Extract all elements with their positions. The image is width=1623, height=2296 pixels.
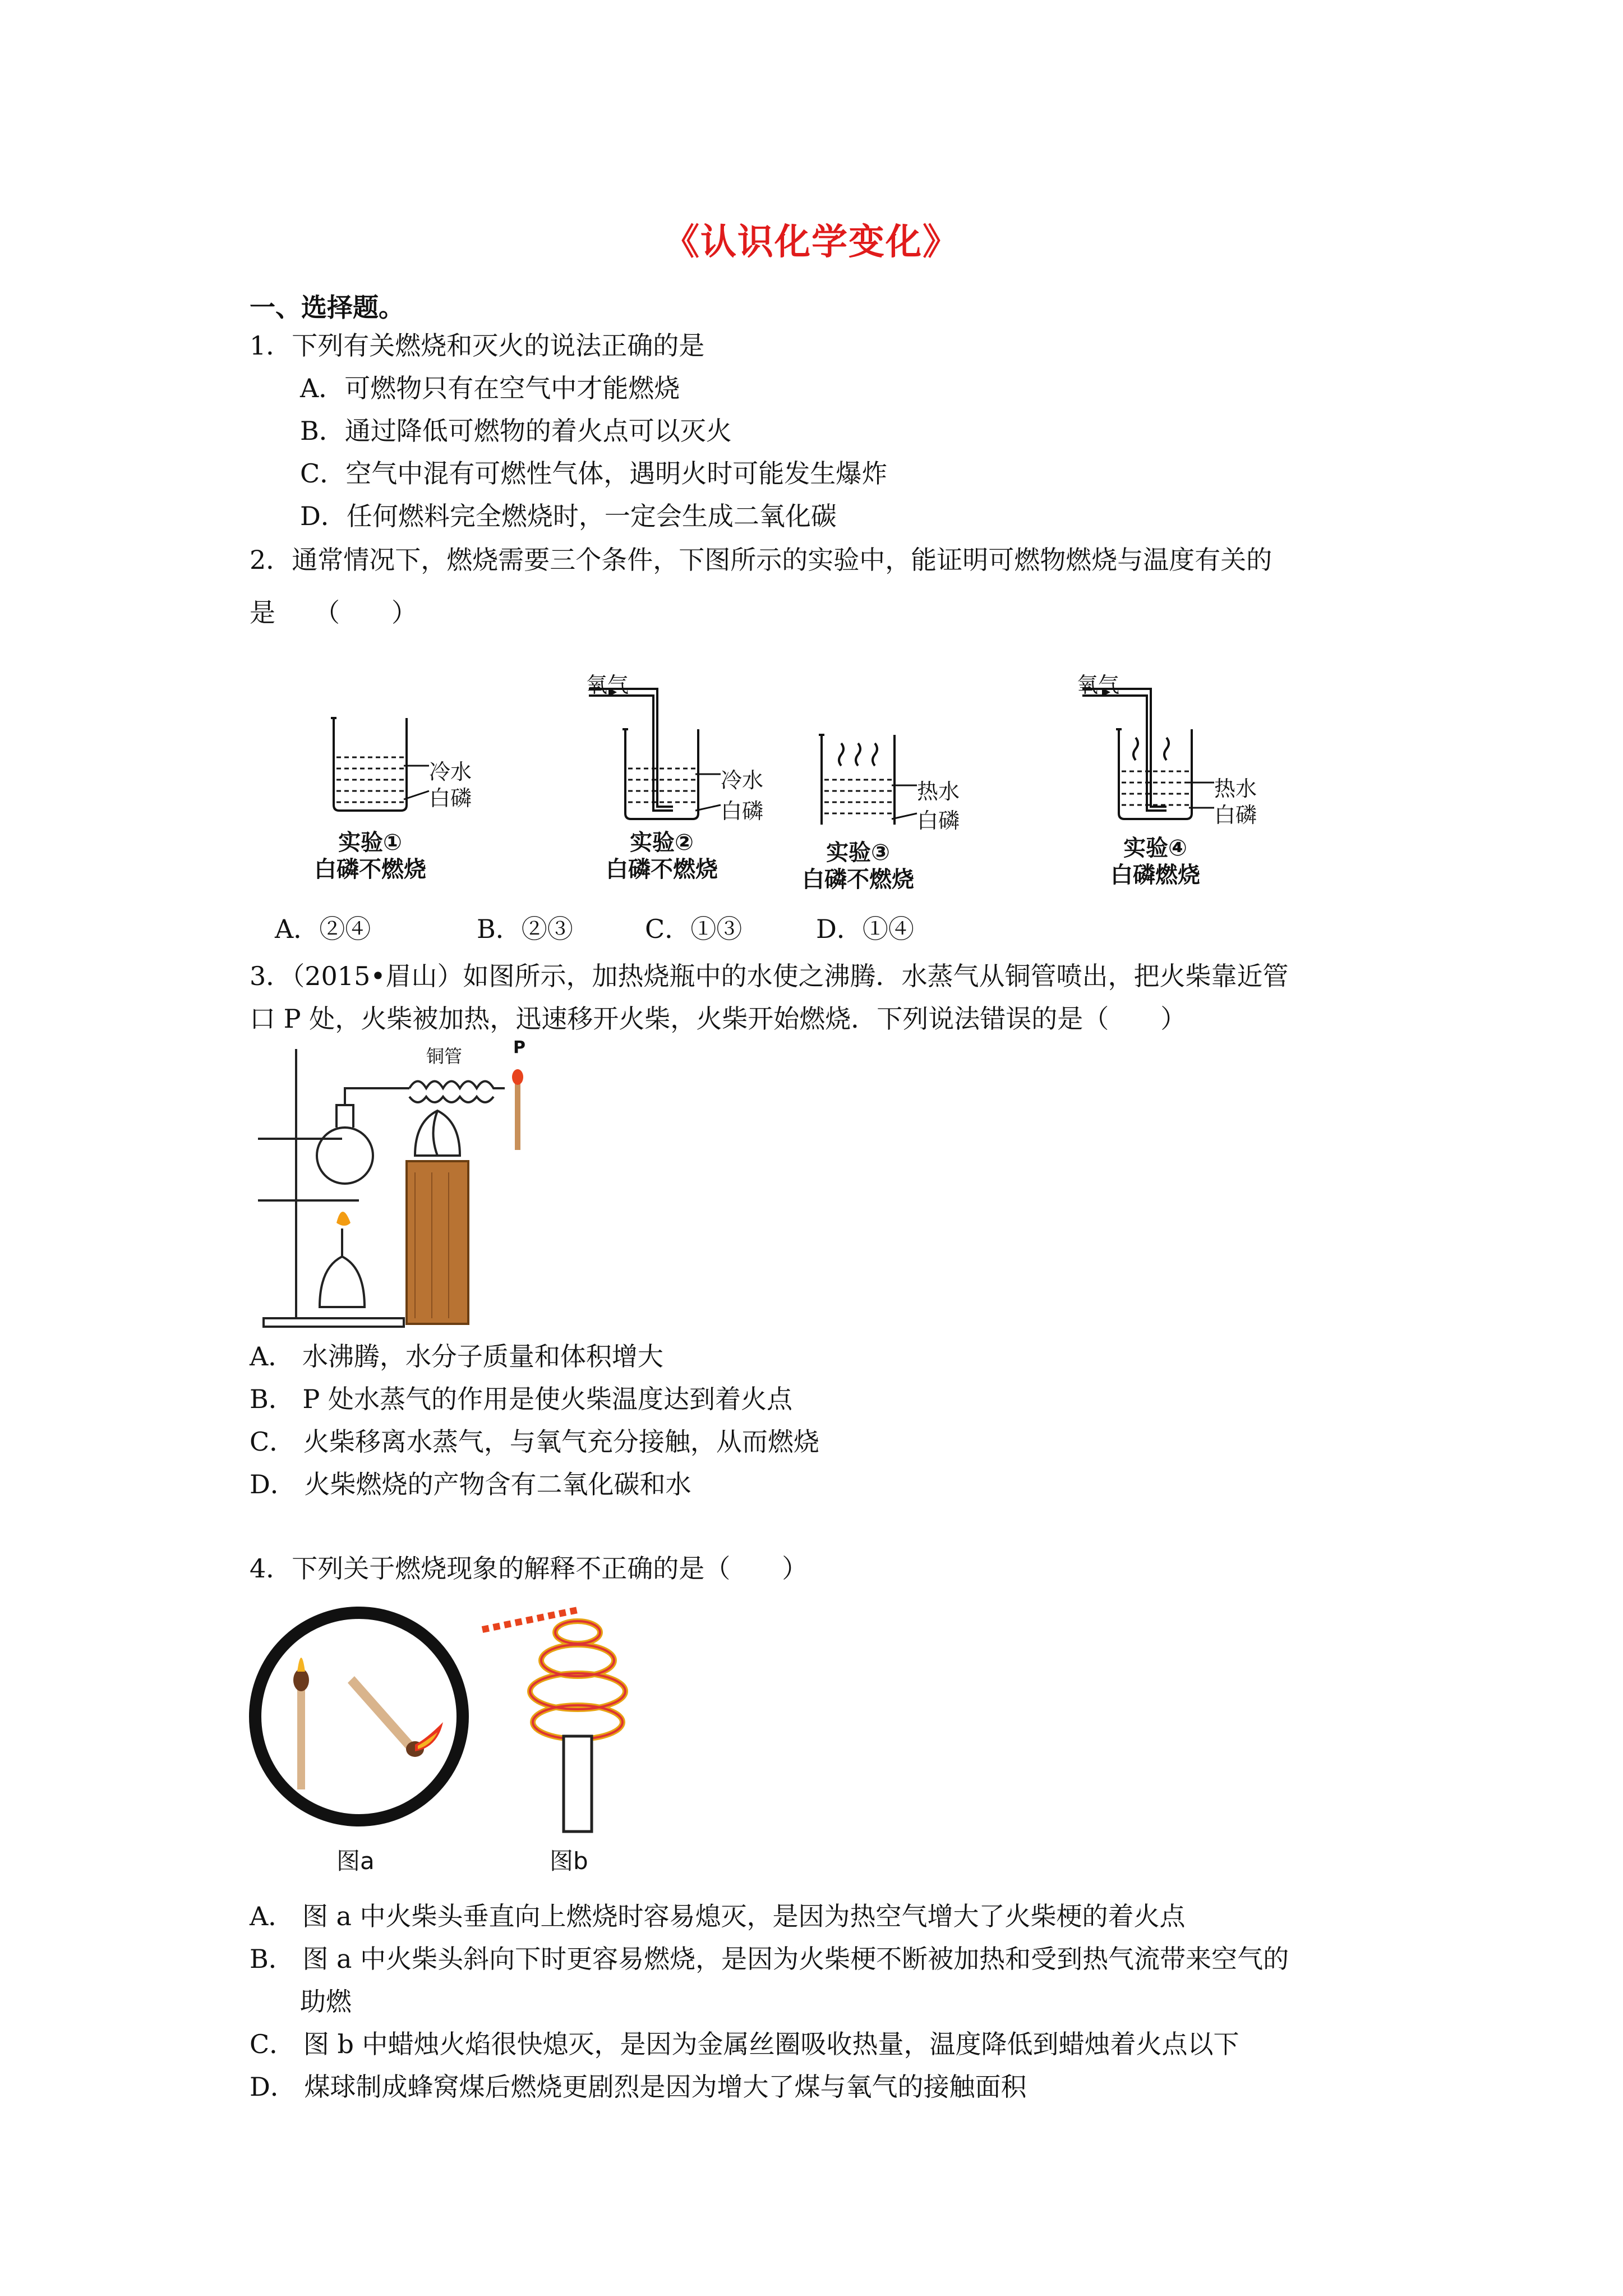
q2-stem-line1: 2．通常情况下，燃烧需要三个条件，下图所示的实验中，能证明可燃物燃烧与温度有关的 xyxy=(250,545,1272,575)
p-label: P xyxy=(513,1038,525,1057)
hot-water-label-3: 热水 xyxy=(917,779,960,804)
q3-apparatus-figure xyxy=(247,1038,538,1335)
white-p-label-2: 白磷 xyxy=(721,799,764,823)
experiment-1-name: 实验① xyxy=(338,830,402,855)
lamp-flame xyxy=(336,1212,351,1226)
q4-option-d: D． 煤球制成蜂窝煤后燃烧更剧烈是因为增大了煤与氧气的接触面积 xyxy=(250,2072,1027,2102)
experiment-4-name: 实验④ xyxy=(1123,835,1187,861)
match-stick xyxy=(515,1077,520,1150)
q3-option-b: B． P 处水蒸气的作用是使火柴温度达到着火点 xyxy=(250,1384,792,1414)
q1-option-a: A．可燃物只有在空气中才能燃烧 xyxy=(300,373,680,403)
figure-b-label: 图b xyxy=(550,1847,588,1875)
page-title: 《认识化学变化》 xyxy=(663,221,960,263)
cold-water-label-2: 冷水 xyxy=(721,768,764,793)
q3-option-a: A． 水沸腾，水分子质量和体积增大 xyxy=(250,1341,663,1372)
q2-experiment-figure xyxy=(303,656,1267,892)
oxygen-label-2: 氧气 xyxy=(586,673,629,697)
tilted-match xyxy=(348,1676,415,1751)
experiment-3-result: 白磷不燃烧 xyxy=(802,867,914,892)
q3-stem-line2: 口 P 处，火柴被加热，迅速移开火柴，火柴开始燃烧．下列说法错误的是（ ） xyxy=(250,1004,1187,1034)
q4-option-a: A． 图 a 中火柴头垂直向上燃烧时容易熄灭，是因为热空气增大了火柴梗的着火点 xyxy=(250,1901,1186,1931)
candle-coil-illustration xyxy=(471,1599,684,1840)
q4-option-c: C． 图 b 中蜡烛火焰很快熄灭，是因为金属丝圈吸收热量，温度降低到蜡烛着火点以下 xyxy=(250,2029,1239,2059)
q3-stem-line1: 3．（2015•眉山）如图所示，加热烧瓶中的水使之沸腾．水蒸气从铜管喷出，把火柴靠近管 xyxy=(250,961,1289,991)
q4-figure-a xyxy=(247,1604,471,1896)
q2-option-c: C．①③ xyxy=(645,914,743,944)
experiment-2-name: 实验② xyxy=(630,830,694,855)
experiment-2-result: 白磷不燃烧 xyxy=(606,857,718,882)
q1-option-b: B．通过降低可燃物的着火点可以灭火 xyxy=(300,416,732,446)
white-p-label-1: 白磷 xyxy=(429,786,472,811)
white-p-label-3: 白磷 xyxy=(917,808,960,833)
q2-option-a: A．②④ xyxy=(275,914,371,944)
experiment-4-result: 白磷燃烧 xyxy=(1110,862,1200,888)
candle xyxy=(564,1736,592,1832)
q4-figure-b xyxy=(471,1599,684,1896)
q3-option-d: D． 火柴燃烧的产物含有二氧化碳和水 xyxy=(250,1469,691,1499)
q4-option-b: B． 图 a 中火柴头斜向下时更容易燃烧，是因为火柴梗不断被加热和受到热气流带来空气的 xyxy=(250,1944,1289,1974)
experiment-3-name: 实验③ xyxy=(826,840,890,866)
boiling-apparatus-illustration xyxy=(247,1043,538,1335)
experiment-1-result: 白磷不燃烧 xyxy=(314,857,426,882)
section-heading: 一、选择题。 xyxy=(250,292,404,323)
q2-option-d: D．①④ xyxy=(816,914,914,944)
q1-stem: 1．下列有关燃烧和灭火的说法正确的是 xyxy=(250,330,705,361)
wooden-block xyxy=(407,1161,468,1324)
figure-a-label: 图a xyxy=(336,1847,375,1875)
q2-option-b: B．②③ xyxy=(477,914,573,944)
white-p-label-4: 白磷 xyxy=(1214,803,1257,827)
q1-option-d: D．任何燃料完全燃烧时，一定会生成二氧化碳 xyxy=(300,501,837,531)
q3-option-c: C． 火柴移离水蒸气，与氧气充分接触，从而燃烧 xyxy=(250,1427,819,1457)
q1-option-c: C．空气中混有可燃性气体，遇明火时可能发生爆炸 xyxy=(300,458,888,489)
oxygen-label-4: 氧气 xyxy=(1077,673,1120,697)
hot-water-label-4: 热水 xyxy=(1214,776,1257,801)
q4-option-b-continued: 助燃 xyxy=(300,1986,352,2017)
q4-stem: 4．下列关于燃烧现象的解释不正确的是（ ） xyxy=(250,1553,808,1584)
vertical-match xyxy=(297,1683,305,1789)
matches-illustration xyxy=(247,1604,471,1829)
match-head xyxy=(512,1069,523,1085)
copper-tube-label: 铜管 xyxy=(426,1046,463,1067)
q2-stem-line2: 是 （ ） xyxy=(250,597,417,628)
cold-water-label-1: 冷水 xyxy=(429,760,472,784)
